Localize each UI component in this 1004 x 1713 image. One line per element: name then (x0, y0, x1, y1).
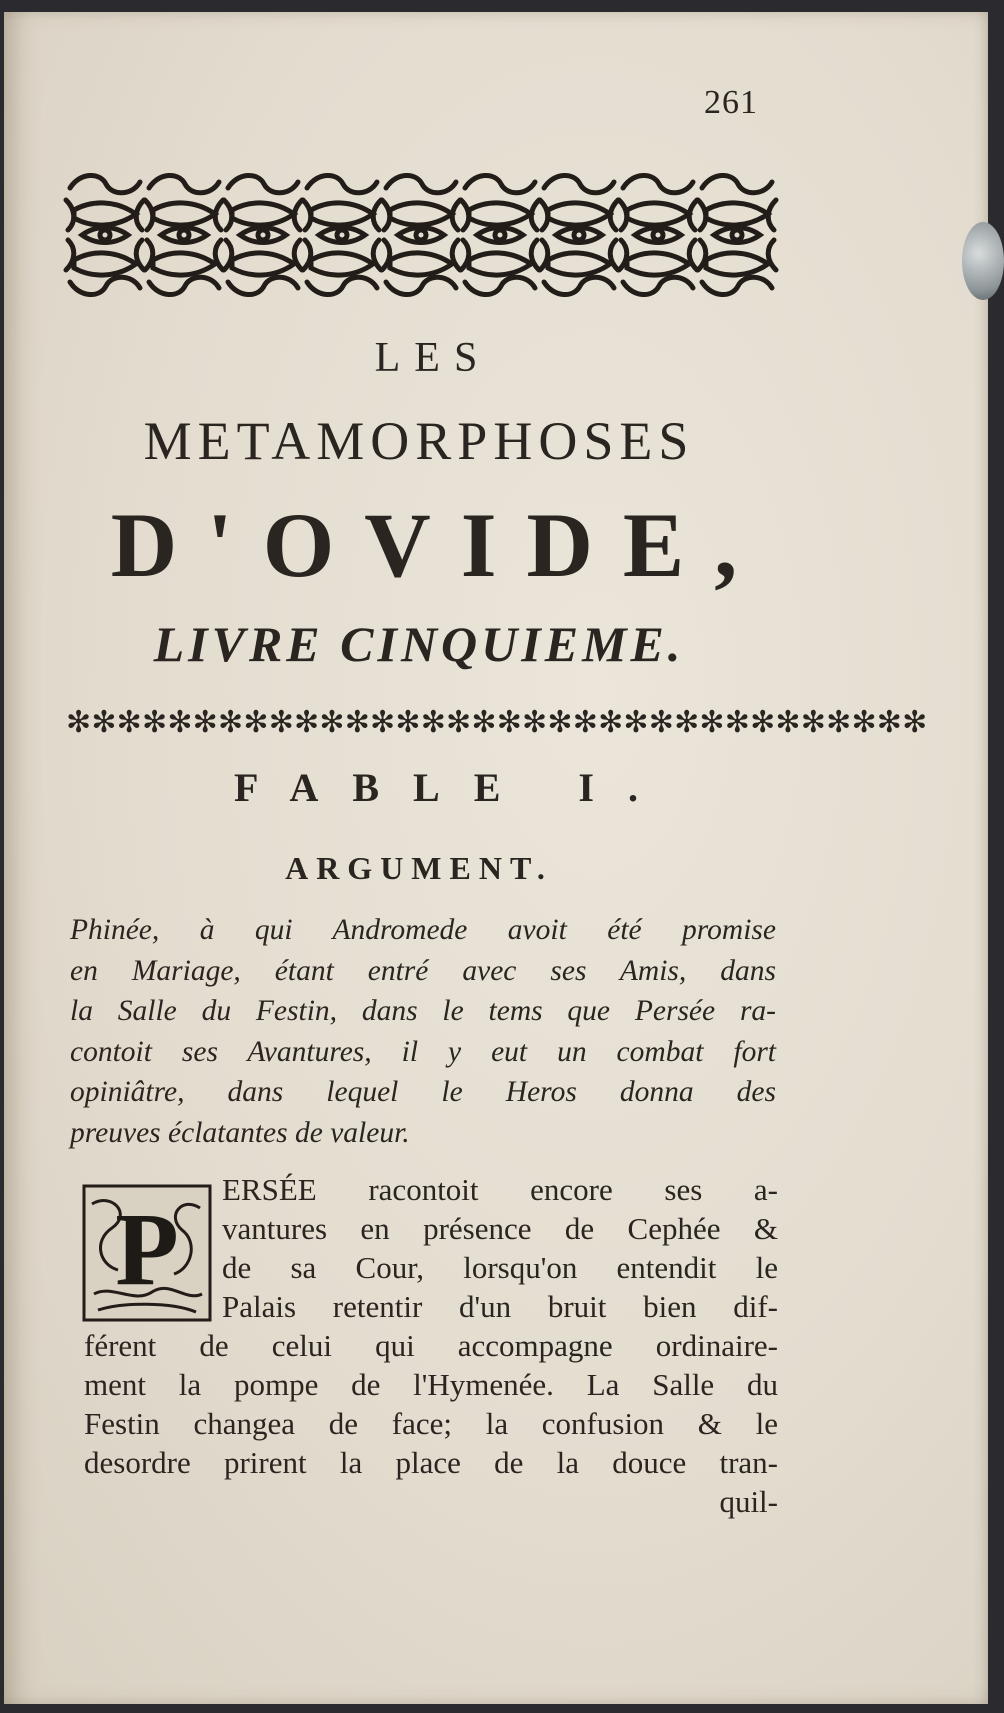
body-line: desordre prirent la place de la douce tran- (84, 1445, 778, 1480)
title-line-metamorphoses: METAMORPHOSES (143, 411, 695, 471)
argument-line: contoit ses Avantures, il y eut un combat fort (70, 1035, 776, 1068)
argument-line: Phinée, à qui Andromede avoit été promise (70, 914, 776, 946)
star-ornament-rule: ✻✻✻✻✻✻✻✻✻✻✻✻✻✻✻✻✻✻✻✻✻✻✻✻✻✻✻✻✻✻✻✻✻✻ (66, 706, 928, 739)
body-line: ERSÉE racontoit encore ses a- (222, 1172, 778, 1207)
body-paragraph (84, 1170, 778, 1521)
book-page (4, 12, 988, 1704)
page-number: 261 (704, 84, 758, 121)
drop-cap-letter: P (115, 1192, 179, 1307)
decorative-headpiece-ornament (66, 170, 774, 300)
fable-heading: FABLE I. (234, 765, 672, 810)
title-line-ovide: D'OVIDE, (110, 494, 768, 596)
argument-line: preuves éclatantes de valeur. (70, 1116, 410, 1149)
body-line-catchword: quil- (719, 1484, 778, 1519)
body-line: férent de celui qui accompagne ordinaire- (84, 1328, 778, 1363)
title-line-les: LES (374, 335, 492, 381)
argument-line: en Mariage, étant entré avec ses Amis, dans (70, 954, 776, 987)
argument-heading: ARGUMENT. (285, 850, 553, 886)
title-line-livre-cinquieme: LIVRE CINQUIEME. (153, 616, 685, 672)
body-line: ment la pompe de l'Hymenée. La Salle du (84, 1367, 778, 1402)
book-clasp (962, 222, 1004, 300)
argument-line: la Salle du Festin, dans le tems que Persée ra- (70, 995, 776, 1027)
body-line: vantures en présence de Cephée & (222, 1211, 778, 1246)
argument-paragraph (70, 910, 776, 1153)
body-line: Palais retentir d'un bruit bien dif- (222, 1289, 778, 1324)
body-line: Festin changea de face; la confusion & le (84, 1406, 778, 1441)
argument-line: opiniâtre, dans lequel le Heros donna des (70, 1076, 776, 1108)
body-line: de sa Cour, lorsqu'on entendit le (222, 1250, 778, 1285)
